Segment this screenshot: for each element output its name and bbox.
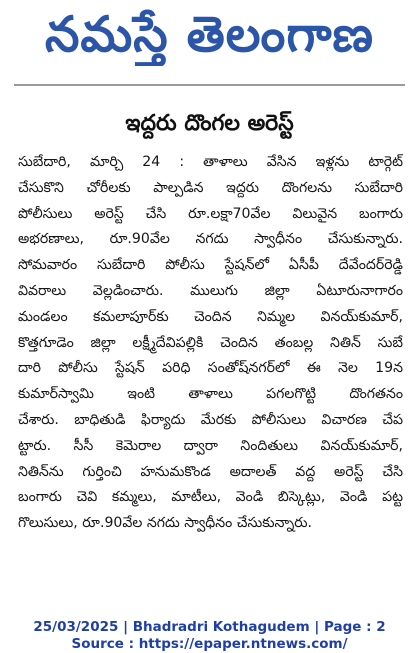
article-line: గొలుసులు, రూ.90వేల నగదు స్వాధీనం చేసుకున్నారు.: [18, 515, 312, 532]
article-headline: ఇద్దరు దొంగల అరెస్ట్: [125, 111, 294, 136]
article-line: సుబేదారి, మార్చి 24 : తాళాలు వేసిన ఇళ్లను టార్గెట్: [18, 154, 403, 170]
masthead-divider: [14, 84, 405, 86]
article-line: పోలీసులు అరెస్ట్ చేసి రూ.లక్షా70వేల విలువైన బంగారు: [18, 205, 403, 222]
article-line: నితిన్‌ను గుర్తించి హనుమకొండ అదాలత్ వద్ద అరెస్ట్ చేసి: [18, 463, 403, 480]
article-line: చేశారు. బాధితుడి ఫిర్యాదు మేరకు పోలీసులు విచారణ చేప: [18, 411, 403, 428]
article-line: బంగారు చెవి కమ్మలు, మాటీలు, వెండి బిస్కెట్లు, వెండి పట్ట: [18, 489, 403, 506]
article-line: ట్టారు. సీసీ కెమెరాల ద్వారా నిందితులు వినయ్‌కుమార్,: [18, 437, 403, 454]
article-line: అభరణాలు, రూ.90వేల నగదు స్వాధీనం చేసుకున్నారు.: [18, 231, 403, 248]
article-line: మండలం కమలాపూర్‌కు చెందిన నిమ్మల వినయ్‌కుమార్,: [18, 308, 403, 325]
article-line: వివరాలు వెల్లడించారు. ములుగు జిల్లా ఏటూరునాగారం: [18, 282, 403, 299]
article-line: కొత్తగూడెం జిల్లా లక్ష్మీదేవిపల్లికి చెందిన తంబల్ల నితిన్ సుబే: [18, 334, 403, 351]
article-line: కుమార్‌స్వామి ఇంటి తాళాలు పగలగొట్టి దొంగతనం: [18, 386, 403, 403]
source-credit: Source : https://epaper.ntnews.com/: [71, 636, 348, 652]
article-line: చేసుకొని చోరీలకు పాల్పడిన ఇద్దరు దొంగలను సుబేదారి: [18, 179, 403, 196]
article-line: దారి పోలీసు స్టేషన్ పరిధి సంతోష్‌నగర్‌లో ఈ నెల 19న: [18, 360, 403, 377]
article-body: [18, 150, 403, 616]
newspaper-masthead: నమస్తే తెలంగాణ: [44, 6, 374, 63]
edition-meta: 25/03/2025 | Bhadradri Kothagudem | Page : 2: [33, 619, 386, 635]
article-line: సోమవారం సుబేదారి పోలీసు స్టేషన్‌లో ఏసీపీ దేవేందర్‌రెడ్డి: [18, 257, 403, 274]
